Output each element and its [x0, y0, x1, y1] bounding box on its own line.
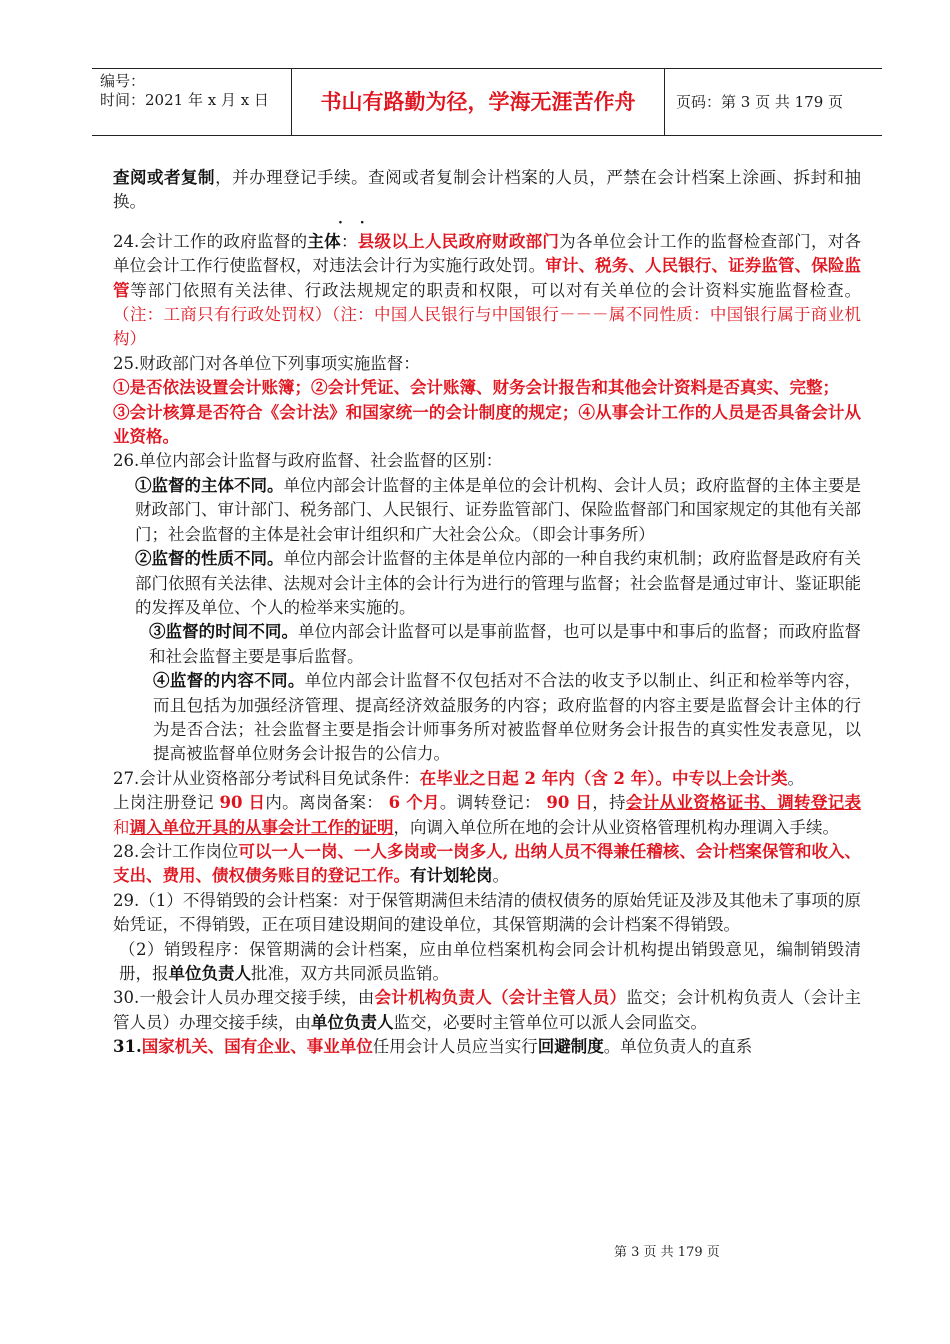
page-footer: 第 3 页 共 179 页 [614, 1245, 720, 1260]
paragraph-25: 25.财政部门对各单位下列事项实施监督： [113, 353, 420, 373]
paragraph-26: 26.单位内部会计监督与政府监督、社会监督的区别： [113, 451, 503, 471]
code-label: 编号： [100, 72, 146, 90]
paragraph-29-destroy: （2）销毁程序：保管期满的会计档案，应由单位档案机构会同会计机构提出销毁意见，编制销毁清册，报单位负责人批准，双方共同派员监销。 [119, 939, 861, 983]
paragraph-31: 31.国家机关、国有企业、事业单位任用会计人员应当实行回避制度。单位负责人的直系 [113, 1037, 753, 1057]
document-body [113, 166, 861, 1060]
paragraph-30: 30.一般会计人员办理交接手续，由会计机构负责人（会计主管人员）监交；会计机构负责人（会计主管人员）办理交接手续，由单位负责人监交，必要时主管单位可以派人会同监交。 [113, 988, 862, 1032]
header-motto: 书山有路勤为径，学海无涯苦作舟 [292, 69, 665, 135]
paragraph-26-nature: ②监督的性质不同。单位内部会计监督的主体是单位内部的一种自我约束机制；政府监督是政府有关部门依照有关法律、法规对会计主体的会计行为进行的管理与监督；社会监督是通过审计、鉴证职能的发挥及单位、个人的检举来实施的。 [135, 549, 861, 617]
paragraph-25-items-1-2: ①是否依法设置会计账簿；②会计凭证、会计账簿、财务会计报告和其他会计资料是否真实、完整； [113, 378, 839, 398]
emphasis-dots: · · [338, 215, 371, 231]
header-page-number: 页码：第 3 页 共 179 页 [676, 93, 844, 111]
page-header [92, 68, 882, 136]
paragraph-26-subject: ①监督的主体不同。单位内部会计监督的主体是单位的会计机构、会计人员；政府监督的主体主要是财政部门、审计部门、税务部门、人民银行、证券监管部门、保险监督部门和国家规定的其他有关部门；社会监督的主体是社会审计组织和广大社会公众。（即会计事务所） [135, 475, 861, 544]
paragraph-26-content: ④监督的内容不同。单位内部会计监督不仅包括对不合法的收支予以制止、纠正和检举等内容，而且包括为加强经济管理、提高经济效益服务的内容；政府监督的内容主要是监督会计主体的行为是否合法；社会监督主要是指会计师事务所对被监督单位财务会计报告的真实性发表意见，以提高被监督单位财务会计报告的公信力。 [153, 671, 862, 764]
paragraph-archive-access: 查阅或者复制，并办理登记手续。查阅或者复制会计档案的人员，严禁在会计档案上涂画、拆封和抽换。 [113, 168, 862, 212]
paragraph-29: 29.（1）不得销毁的会计档案：对于保管期满但未结清的债权债务的原始凭证及涉及其他未了事项的原始凭证，不得销毁，正在项目建设期间的建设单位，其保管期满的会计档案不得销毁。 [113, 890, 861, 935]
paragraph-25-items-3-4: ③会计核算是否符合《会计法》和国家统一的会计制度的规定；④从事会计工作的人员是否具备会计从业资格。 [113, 402, 861, 447]
time-label: 时间：2021 年 x 月 x 日 [100, 91, 269, 109]
paragraph-24: 24.会计工作的政府监督的主体：县级以上人民政府财政部门为各单位会计工作的监督检查部门，对各单位会计工作行使监督权，对违法会计行为实施行政处罚。审计、税务、人民银行、证券监管、保险监管等部门依照有关法律、行政法规规定的职责和权限，可以对有关单位的会计资料实施监督检查。（注：工商只有行政处罚权）（注：中国人民银行与中国银行－－－属不同性质：中国银行属于商业机构） [113, 231, 862, 349]
paragraph-27-registration: 上岗注册登记 90 日内。离岗备案： 6 个月。调转登记： 90 日，持会计从业资格证书、调转登记表和调入单位开具的从事会计工作的证明，向调入单位所在地的会计从业资格管理机构办理调入手续。 [113, 793, 862, 837]
paragraph-26-time: ③监督的时间不同。单位内部会计监督可以是事前监督，也可以是事中和事后的监督；而政府监督和社会监督主要是事后监督。 [149, 622, 862, 666]
paragraph-27: 27.会计从业资格部分考试科目免试条件：在毕业之日起 2 年内（含 2 年）。中专以上会计类。 [113, 768, 804, 788]
paragraph-28: 28.会计工作岗位可以一人一岗、一人多岗或一岗多人, 出纳人员不得兼任稽核、会计档案保管和收入、支出、费用、债权债务账目的登记工作。有计划轮岗。 [113, 841, 861, 886]
header-meta [92, 69, 292, 135]
